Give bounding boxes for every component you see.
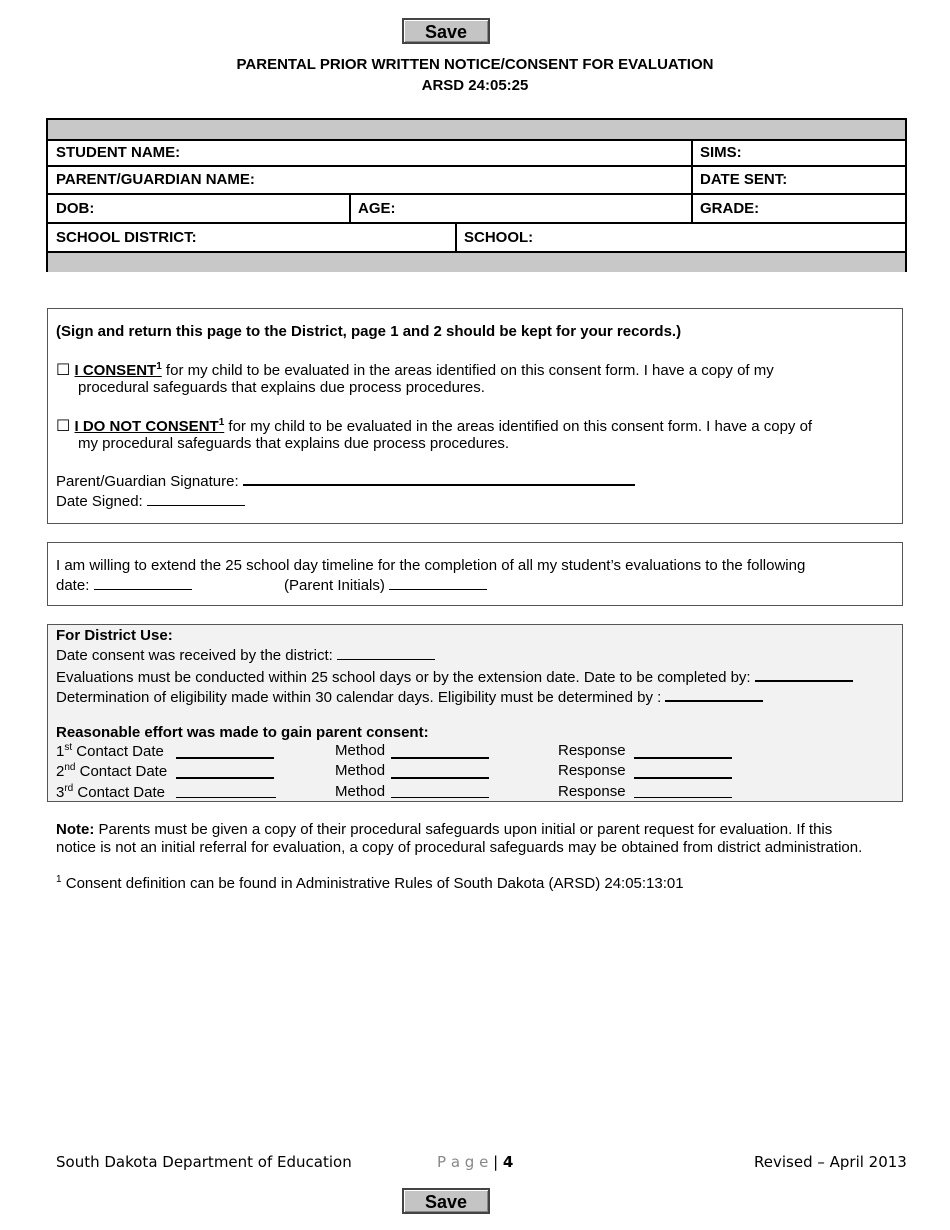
method-label: Method <box>335 742 386 759</box>
contact-row: 2nd Contact Date <box>56 762 168 780</box>
save-button-bottom[interactable]: Save <box>402 1188 490 1214</box>
page-subtitle: ARSD 24:05:25 <box>421 77 529 94</box>
not-consent-text: for my child to be evaluated in the areas identified on this consent form. I have a copy of <box>224 418 813 435</box>
method-field[interactable] <box>391 783 489 798</box>
eligibility-date-field[interactable] <box>665 686 763 702</box>
district-use-heading: For District Use: <box>56 627 173 644</box>
page-number: 4 <box>502 1153 514 1171</box>
not-consent-text-cont: my procedural safeguards that explains due process procedures. <box>78 435 510 452</box>
not-consent-row <box>56 416 812 436</box>
evaluations-row: Evaluations must be conducted within 25 school days or by the extension date. Date to be completed by: <box>56 666 853 686</box>
consent-text: for my child to be evaluated in the areas identified on this consent form. I have a copy of my <box>161 362 774 379</box>
note-label: Note: <box>56 821 95 838</box>
extension-date-field[interactable] <box>94 575 192 590</box>
received-date-field[interactable] <box>337 645 435 660</box>
contact-row: 1st Contact Date <box>56 742 164 760</box>
response-label: Response <box>558 762 626 779</box>
response-label: Response <box>558 783 626 800</box>
extension-section <box>47 542 903 606</box>
consent-instruction: (Sign and return this page to the District, page 1 and 2 should be kept for your records.) <box>56 323 682 340</box>
consent-section <box>47 308 903 524</box>
age-label: AGE: <box>358 200 396 217</box>
parent-initials-field[interactable] <box>389 575 487 590</box>
response-field[interactable] <box>634 783 732 798</box>
save-button-top[interactable]: Save <box>402 18 490 44</box>
school-label: SCHOOL: <box>464 229 534 246</box>
footnote: $^1$ Consent definition can be found in Administrative Rules of South Dakota (ARSD) 24:05:13:01 <box>56 874 684 892</box>
method-label: Method <box>335 762 386 779</box>
method-field[interactable] <box>391 763 489 779</box>
parent-initials-row <box>284 575 487 594</box>
eligibility-row: Determination of eligibility made within 30 calendar days. Eligibility must be determined by : <box>56 686 763 706</box>
page-label: P a g e <box>437 1153 489 1171</box>
contact-date-field[interactable] <box>176 743 274 759</box>
response-field[interactable] <box>634 743 732 759</box>
completion-date-field[interactable] <box>755 666 853 682</box>
signature-label: Parent/Guardian Signature: <box>56 473 239 490</box>
parent-initials-label: (Parent Initials) <box>284 577 385 594</box>
date-sent-label: DATE SENT: <box>700 171 788 188</box>
grade-label: GRADE: <box>700 200 760 217</box>
school-district-label: SCHOOL DISTRICT: <box>56 229 197 246</box>
effort-heading: Reasonable effort was made to gain parent consent: <box>56 724 429 741</box>
student-name-label: STUDENT NAME: <box>56 144 181 161</box>
page-title: PARENTAL PRIOR WRITTEN NOTICE/CONSENT FOR EVALUATION <box>236 56 714 73</box>
signature-row <box>56 470 635 490</box>
response-label: Response <box>558 742 626 759</box>
contact-date-field[interactable] <box>176 763 274 779</box>
not-consent-label: I DO NOT CONSENT$^1$ <box>74 417 225 435</box>
table-header-shade <box>48 120 905 139</box>
consent-text-cont: procedural safeguards that explains due process procedures. <box>78 379 485 396</box>
parent-name-label: PARENT/GUARDIAN NAME: <box>56 171 255 188</box>
method-label: Method <box>335 783 386 800</box>
consent-label: I CONSENT$^1$ <box>74 361 162 379</box>
student-info-table <box>46 118 907 272</box>
footer-page: P a g e | 4 <box>437 1153 514 1171</box>
footer-org: South Dakota Department of Education <box>56 1153 352 1171</box>
dob-label: DOB: <box>56 200 95 217</box>
contact-date-field[interactable] <box>176 783 276 798</box>
date-signed-label: Date Signed: <box>56 493 143 510</box>
not-consent-checkbox[interactable]: ☐ <box>56 418 71 435</box>
note-line-cont: notice is not an initial referral for evaluation, a copy of procedural safeguards may be obtained from district administration. <box>56 839 863 856</box>
date-signed-field[interactable] <box>147 491 245 506</box>
note-line: Note: Parents must be given a copy of their procedural safeguards upon initial or parent request for evaluation. If this <box>56 821 833 838</box>
contact-row: 3rd Contact Date <box>56 783 165 801</box>
footer-revised: Revised – April 2013 <box>754 1153 907 1171</box>
extension-date-row <box>56 575 192 594</box>
date-signed-row <box>56 491 245 510</box>
consent-row <box>56 360 774 380</box>
received-row: Date consent was received by the district: <box>56 645 435 664</box>
consent-checkbox[interactable]: ☐ <box>56 362 71 379</box>
response-field[interactable] <box>634 763 732 779</box>
extension-date-label: date: <box>56 577 90 594</box>
extension-text: I am willing to extend the 25 school day timeline for the completion of all my student’s evaluations to the following <box>56 557 806 574</box>
district-use-section <box>47 624 903 802</box>
signature-field[interactable] <box>243 470 635 486</box>
table-footer-shade <box>48 253 905 272</box>
method-field[interactable] <box>391 743 489 759</box>
sims-label: SIMS: <box>700 144 742 161</box>
